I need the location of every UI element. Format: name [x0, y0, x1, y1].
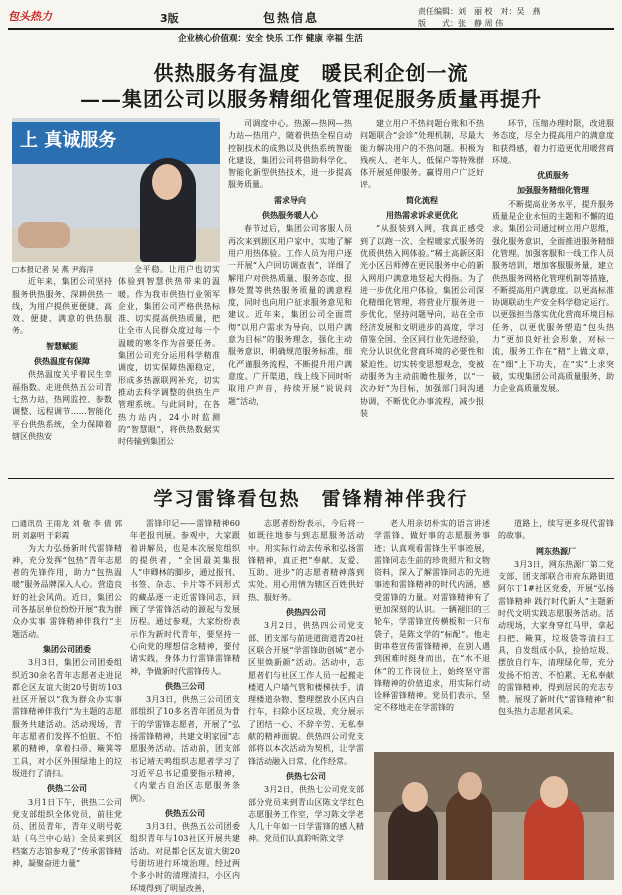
article-divider: [8, 478, 614, 479]
article2-col1: [12, 518, 122, 870]
article1-para: 春节过后，集团公司客服人员再次来到剧区用户家中，实地了解用户用热体验。工作人员为用户逐一开展“入户回访调查表”，详细了解用户对供热质量、服务态度、报修处置等供热服务质量的满意程度，同时也向用户征求服务意见和建议。近年来，集团公司全面贯彻“以用户需求为导向，以用户满意为目标”的服务理念，强化主动服务意识，明确规范服务标准，细化严谨服务流程，不断提升用户满意度。广开渠道，线上线下同时听取用户声音，持续开展“说说问题”活动，: [228, 224, 352, 406]
article2-col2: [130, 518, 240, 895]
photo-face-2: [458, 772, 482, 800]
masthead: [8, 6, 614, 42]
article2-para: 3月3日，供热三公司团支部组织了10多名青年团员为骨干的学雷锋志愿者，开展了“弘扬雷锋精神，共建文明家园”志愿服务活动。活动前，团支部书记靖天鸣组织志愿者学习了习近平总书记重要指示精神，《内蒙古自治区志愿服务条例》。: [130, 695, 240, 803]
article1-subhead: 需求导向: [274, 195, 306, 205]
article1-title-line2: ——集团公司以服务精细化管理促服务质量再提升: [80, 87, 542, 111]
header-rule: [8, 28, 614, 30]
editor-line-1: 责任编辑：刘 丽 校 对：吴 燕: [418, 7, 541, 16]
article1-col1: [12, 264, 112, 443]
article2-subhead: 集团公司团委: [43, 644, 91, 654]
article2-para: 雷锋印记——雷锋精神60年老报刊展。参观中，大家跟着讲解员，也是本次展览组织的提供者，“全国最美集报人”申卿林的脚步，通过报刊、书签、杂志、卡片等不同形式的藏品逐一走近雷锋同志，回顾了学雷锋活动的源起与发展历程。通过参观，大家纷纷表示作为新时代青年，要坚持一心向党的理想信念精神，要付诸实践，身体力行雷锋雷锋精神，争做新时代雷锋传人。: [130, 519, 240, 676]
article2-subhead: 供热三公司: [165, 681, 205, 691]
service-hall-photo: [12, 118, 220, 262]
photo-face-3: [540, 776, 568, 808]
article2-col3: [248, 518, 364, 846]
article1-para: 近年来，集团公司坚持服务供热服务、深耕供热一线，为用户提供更便捷、高效、便捷、满意的供热服务。: [12, 277, 112, 336]
article1-para: 不断提高业务水平，提升服务质量是企业永恒的主题和不懈的追求。集团公司通过树立用户思维，强化服务意识，全面推进服务精细化管理。加强客服和一线工作人员服务培训，增加客服服务量，建立供热服务网格化管理机制等措施，不断提高用户满意度。以更高标准协调联动生产安全科学稳定运行。以更强担当落实优化营商环境目标任务，以更优服务塑造“包头热力”更加良好社会形象，对标一流，服务工作在“精”上做文章，在“细”上下功夫，在“实”上求突破，实现集团公司高质量服务，助力企业高质量发展。: [492, 199, 614, 394]
photo-visitor-1: [388, 802, 438, 880]
article1-subhead: 用热需求诉求更优化: [386, 211, 458, 221]
article1-subhead: 优质服务: [537, 171, 569, 181]
editor-line-2: 版 式：张 静 周 伟: [418, 19, 504, 28]
article1-col2: [118, 264, 220, 448]
article1-para: 全平稳。让用户也切实体验到智慧供热带来的温暖。作为我市供热行业领军企业，集团公司严格供热标准、切实提高供热质量，把让全市人民群众度过每一个温暖的寒冬作为首要任务。集团公司充分运用科学精准调度，切实保障热源稳定，形成多热源联网补充，切实推动去科学调整的供热生产管理系统。与此同时，在各热力站内，24小时监测的“智慧眼”，将供热数据实时传输到集团公: [118, 265, 220, 447]
article1-para: 环节，压缩办理时限，改进服务态度，尽全力提高用户的满意度和获得感，着力打造更优用暖营商环境。: [492, 119, 614, 165]
article2-subhead: 供热七公司: [286, 771, 326, 781]
article2-para: 3月2日，供热四公司党支部、团支部与前进道街道青20社区联合开展“学雷锋助创城”老小区里焕新颜”活动。活动中，志愿者们与社区工作人员一起搬走楼道人户墙气管和楼梯扶手，清理楼道杂物、整理摆放小区内自行车，扫除小区垃圾，充分展示了团结一心、不辞辛劳、无私奉献的精神面貌。供热四公司党支部将以本次活动为契机，让学雷锋活动融入日常、化作经常。: [248, 621, 364, 766]
newspaper-logo: 包头热力: [8, 10, 52, 23]
article1-para: “从报装到入网，我真正感受到了以跑一次、全程暖家式服务的优质供热入网体验。”稀土高新区阳光小区吕师傅在更民服务中心的新入网用户满意地竖起大拇指。为了进一步优化用户体验，集团公司深化精细化管理，将营业厅服务进一步优化，坚持问题导向，站在全市经济发展和文明进步的高度，学习借鉴全国、全区同行业先进经验，充分认识优化营商环境的必要性和紧迫性。切实转变思想观念，变被动服务为主动前瞻性服务，以“一次办好”为目标，加强部门间沟通协调，不断优化办事流程，减少报装: [360, 224, 484, 418]
article1-subhead: 供热温度有保障: [34, 357, 90, 367]
section-title: 包热信息: [263, 11, 320, 25]
photo-customer-hand: [18, 222, 70, 248]
photo-visitor-3: [524, 796, 584, 880]
article2-para: 3月3日，集团公司团委组织近30余名青年志愿者走进昆都仑区友谊大街20号街坊103社区开展以“我为群众办实事 雷锋精神伴我行”为主题的志愿服务共建活动。活动现场，青年志愿者们发挥不怕脏、不怕累的精神，拿着扫帚、簸箕等工具，对小区外围绿地上的垃圾进行了清扫。: [12, 658, 122, 778]
article1-subhead: 简化流程: [406, 195, 438, 205]
article1-para: 供热温度关乎着民生幸福指数。走进供热五公司青七热力站，热网监控、参数调整、远程调节……智能化平台供热系统，全力保障着辖区供热安: [12, 370, 112, 441]
article2-para: 道路上，续写更多现代雷锋的故事。: [498, 519, 614, 541]
editor-credits: [418, 6, 541, 30]
article1-col4: [360, 118, 484, 420]
core-values-slogan: 企业核心价值观：安全 快乐 工作 健康 幸福 生活: [178, 34, 363, 44]
article2-subhead: 供热五公司: [165, 808, 205, 818]
article2-col5: [498, 518, 614, 719]
article1-col5: [492, 118, 614, 396]
article2-byline: □通讯员 王雨龙 刘 敬 李 倩 郭 玥 刘嘉明 于彩霞: [12, 519, 122, 541]
article2-title: 学习雷锋看包热 雷锋精神伴我行: [153, 488, 469, 510]
article1-para: 建立用户不热问题台账和不热问题联合“会诊”处理机制，尽最大能力解决用户的不热问题。积极为残疾人、老年人、低保户等特殊群体开展延伸服务。赢得用户广泛好评。: [360, 119, 484, 190]
article1-title-line1: 供热服务有温度 暖民利企创一流: [153, 61, 469, 85]
article2-para: 老人用亲切朴实的语言讲述学雷锋、做好事的志愿服务事迹；认真观看雷锋生平事迹展，雷锋同志生前的珍贵照片和文物资料，深入了解雷锋同志的先进事迹和雷锋精神的时代内涵，感受雷锋的力量。对雷锋精神有了更加深刻的认识。一辆褪旧的三轮车，学雷锋宣传横板和一只布袋子，是陈文学的“标配”。他走街串巷宣传雷锋精神，在别人遇到困难时挺身而出，在“水不退休”的工作岗位上，始终坚守雷锋精神的价值追求，用实际行动诠释雷锋精神。党员们表示，坚定不移地走在学雷锋的: [374, 519, 490, 713]
article2-subhead: 网东热源厂: [536, 546, 576, 556]
article1-subhead: 加强服务精细化管理: [517, 186, 589, 196]
photo-staff-face: [152, 164, 182, 200]
article2-subhead: 供热四公司: [286, 608, 326, 618]
article1-byline: □本报记者 吴 燕 尹海洋: [12, 265, 94, 274]
article1-subhead: 供热服务暖人心: [262, 211, 318, 221]
article2-col4: [374, 518, 490, 715]
page-number: 3版: [160, 12, 179, 25]
article1-col3: [228, 118, 352, 408]
article2-para: 3月2日，供热七公司党支部部分党员来到青山区陈文学红色志愿服务工作室，学习陈文学老人几十年如一日学雷锋的感人精神。党员们认真聆听陈文学: [248, 785, 364, 844]
article2-para: 3月3日，网东热源厂第二党支部、团支部联合市府东路街道阿尔丁1#社区党委，开展“弘扬雷锋精神 践行时代新人”主题新时代文明实践志愿服务活动。活动现场，大家身穿红马甲，拿起扫把、簸箕，垃圾袋等清扫工具，自发组成小队，捡拾垃圾、摆放自行车，清理绿化带，充分发扬不怕苦、不怕累、无私奉献的雷锋精神，得到居民的充志专赞。展现了新时代“雷锋精神”和包头热力志愿者风采。: [498, 559, 614, 717]
photo-face-1: [402, 782, 428, 812]
article2-para: 3月3日，供热五公司团委组织青年与103社区开展共建活动。对昆都仑区友谊大街20号街坊进行环境治理。经过两个多小时的清理清扫，小区内环境得到了明显改善，: [130, 822, 240, 893]
article2-para: 志愿者纷纷表示，今后将一如既往地参与到志愿服务活动中。用实际行动去传承和弘扬雷锋精神，真正把“奉献、友爱、互助、进步”的志愿者精神落到实处。用心用情为辖区百姓供好热、服好务。: [248, 519, 364, 602]
article1-headline: [0, 60, 622, 112]
article2-subhead: 供热二公司: [47, 784, 87, 794]
photo-visitor-2: [446, 790, 492, 880]
article1-subhead: 智慧赋能: [46, 341, 78, 351]
article2-para: 为大力弘扬新时代雷锋精神，充分发挥“包热”青年志愿者的先锋作用，助力“包热温暖”服务品牌深入人心。营造良好的社会风尚。近日，集团公司各基层单位纷纷开展“我为群众办实事 雷锋精神伴我行”主题活动。: [12, 543, 122, 639]
article1-para: 司调度中心。热源—热网—热力站—热用户，随着供热全程自动控制技术的成熟以及供热系统智能化建设，集团公司将借助科学化、智能化新型供热技术，进一步提高服务质量。: [228, 119, 352, 190]
photo-banner-text: 上 真诚服务: [20, 130, 117, 151]
exhibition-photo: [374, 752, 614, 880]
article2-para: 3月1日下午，供热二公司党支部组织全体党员，前往党员、团员青年，青年义明号乾站（乌兰中心站）全员来到区档案方志馆参观了“传承雷锋精神，凝聚奋进力量”: [12, 797, 122, 869]
